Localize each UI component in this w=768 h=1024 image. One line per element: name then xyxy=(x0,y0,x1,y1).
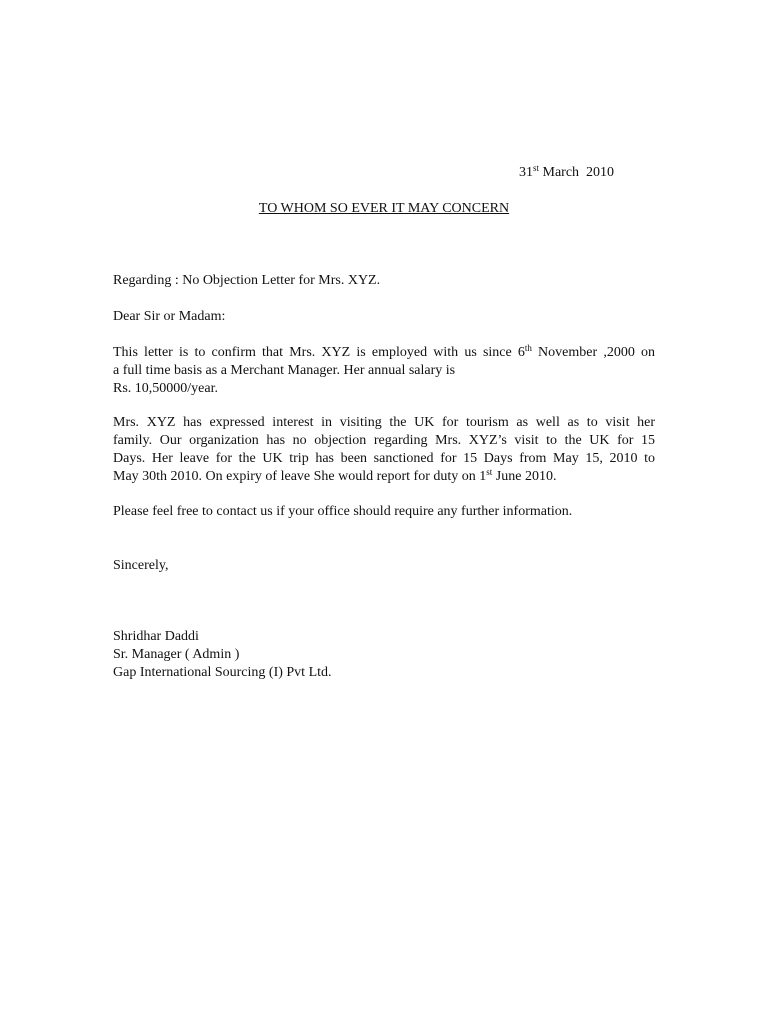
employment-date-suffix: th xyxy=(524,343,532,353)
employment-paragraph xyxy=(113,344,655,398)
letter-title: TO WHOM SO EVER IT MAY CONCERN xyxy=(258,201,510,216)
employment-line-3: Rs. 10,50000/year. xyxy=(113,381,218,396)
signatory-company: Gap International Sourcing (I) Pvt Ltd. xyxy=(113,665,332,680)
report-date-suffix: st xyxy=(486,467,493,477)
visit-line-1: Mrs. XYZ has expressed interest in visiting the UK for tourism as well as to visit her xyxy=(113,415,655,430)
date-rest: March 2010 xyxy=(539,165,615,180)
employment-line-2: a full time basis as a Merchant Manager. Her annual salary is xyxy=(113,363,456,378)
signatory-title: Sr. Manager ( Admin ) xyxy=(113,647,240,662)
visit-line-3: Days. Her leave for the UK trip has been sanctioned for 15 Days from May 15, 2010 to xyxy=(113,451,655,466)
date-day: 31 xyxy=(519,165,533,180)
employment-line-1 xyxy=(113,344,655,362)
salutation: Dear Sir or Madam: xyxy=(113,309,226,324)
visit-line-2: family. Our organization has no objection regarding Mrs. XYZ’s visit to the UK for 15 xyxy=(113,433,655,448)
signatory-name: Shridhar Daddi xyxy=(113,629,199,644)
visit-line-4-text: May 30th 2010. On expiry of leave She would report for duty on 1 xyxy=(113,469,487,484)
contact-paragraph: Please feel free to contact us if your office should require any further information. xyxy=(113,504,573,519)
employment-line-1-end: November ,2000 on xyxy=(531,345,655,360)
closing: Sincerely, xyxy=(113,558,169,573)
subject-line: Regarding : No Objection Letter for Mrs. XYZ. xyxy=(113,273,381,288)
letter-date xyxy=(519,164,614,182)
date-day-suffix: st xyxy=(533,163,540,173)
employment-line-1-text: This letter is to confirm that Mrs. XYZ is employed with us since 6 xyxy=(113,345,525,360)
visit-line-4 xyxy=(113,468,655,486)
visit-line-4-end: June 2010. xyxy=(492,469,557,484)
visit-paragraph xyxy=(113,414,655,486)
